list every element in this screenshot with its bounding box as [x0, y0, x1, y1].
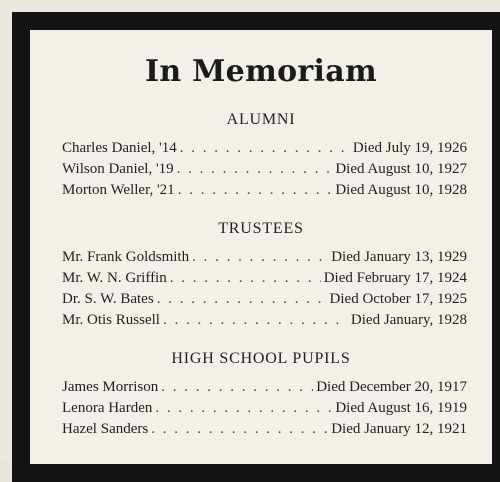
entry-name: Lenora Harden: [62, 400, 153, 416]
entry-date: Died January 12, 1921: [331, 421, 467, 437]
memorial-entry: [62, 421, 467, 441]
memorial-entry: [62, 400, 467, 420]
entry-name: Morton Weller, '21: [62, 182, 175, 198]
entry-date: Died July 19, 1926: [352, 140, 467, 156]
memorial-entry: [62, 140, 467, 160]
memorial-entry: [62, 291, 467, 311]
entry-name: Mr. Otis Russell: [62, 312, 160, 328]
dot-leader: [157, 291, 327, 308]
section-heading-trustees: TRUSTEES: [218, 220, 304, 237]
memorial-entry: [62, 270, 467, 290]
entry-name: Charles Daniel, '14: [62, 140, 177, 156]
page-title: In Memoriam: [144, 54, 378, 89]
memorial-entry: [62, 182, 467, 202]
entry-date: Died January 13, 1929: [331, 249, 467, 265]
entry-date: Died August 16, 1919: [335, 400, 467, 416]
entry-date: Died December 20, 1917: [316, 379, 467, 395]
dot-leader: [161, 379, 313, 396]
memorial-entry: [62, 249, 467, 269]
entry-date: Died February 17, 1924: [323, 270, 467, 286]
dot-leader: [155, 400, 332, 417]
memorial-entry: [62, 312, 467, 332]
entry-name: James Morrison: [62, 379, 159, 395]
section-heading-high-school-pupils: HIGH SCHOOL PUPILS: [171, 350, 351, 367]
entry-date: Died January, 1928: [350, 312, 467, 328]
entry-name: Hazel Sanders: [62, 421, 149, 437]
dot-leader: [163, 312, 348, 329]
memorial-entry: [62, 161, 467, 181]
entry-name: Mr. Frank Goldsmith: [62, 249, 190, 265]
dot-leader: [178, 182, 333, 199]
entry-date: Died August 10, 1928: [335, 182, 467, 198]
memorial-entry: [62, 379, 467, 399]
dot-leader: [180, 140, 350, 157]
entry-date: Died October 17, 1925: [329, 291, 467, 307]
dot-leader: [151, 421, 328, 438]
dot-leader: [170, 270, 321, 287]
entry-date: Died August 10, 1927: [335, 161, 467, 177]
black-border-frame: [12, 12, 500, 482]
entry-name: Mr. W. N. Griffin: [62, 270, 167, 286]
dot-leader: [177, 161, 333, 178]
section-heading-alumni: ALUMNI: [226, 111, 296, 128]
dot-leader: [192, 249, 328, 266]
entry-name: Dr. S. W. Bates: [62, 291, 154, 307]
entry-name: Wilson Daniel, '19: [62, 161, 174, 177]
